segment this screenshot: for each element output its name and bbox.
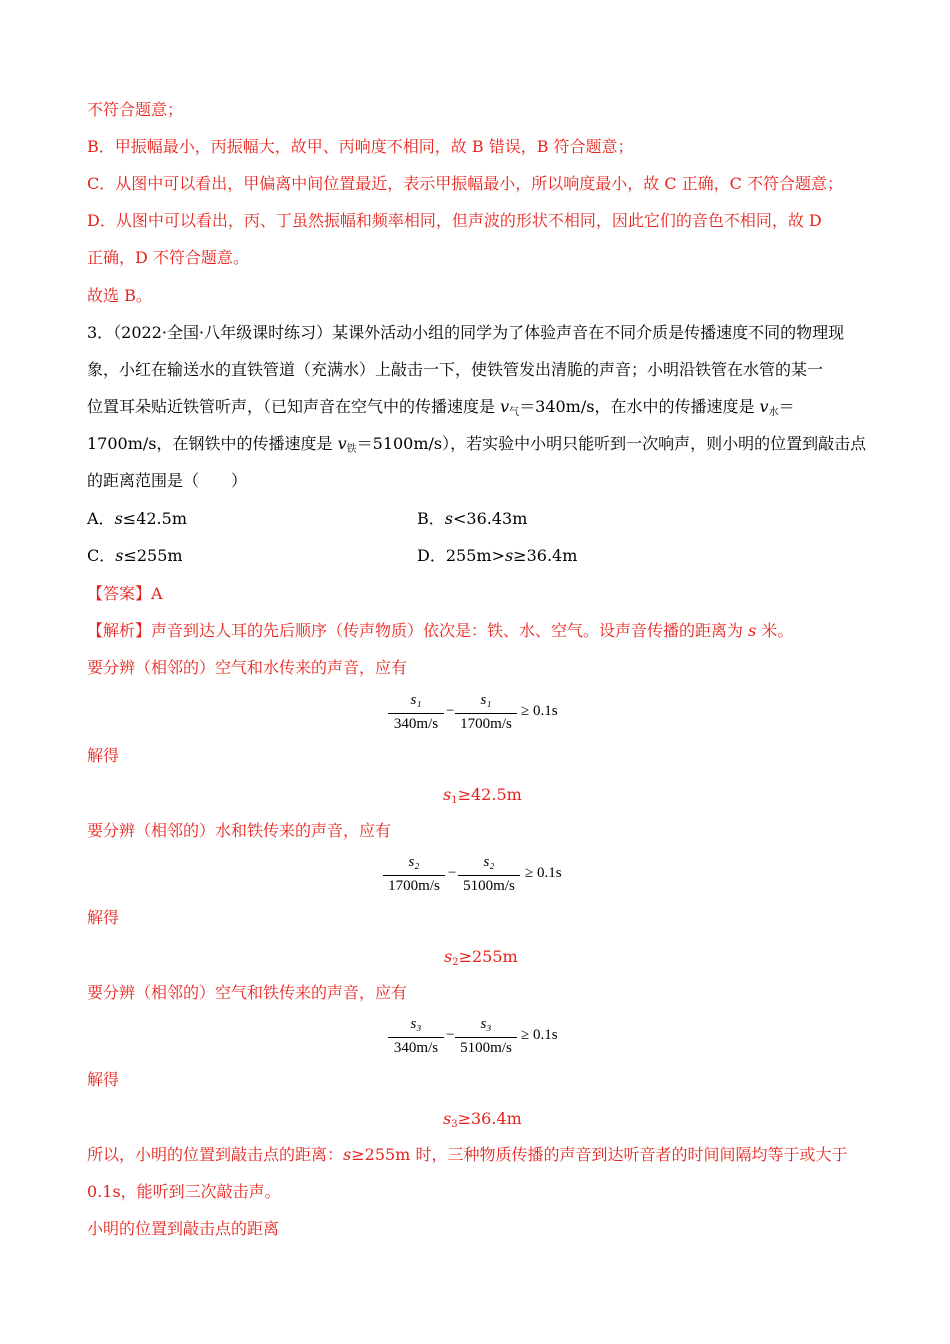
subscript-air: 气 — [509, 407, 520, 418]
option-c — [87, 545, 183, 567]
result-3 — [443, 1108, 522, 1136]
analysis-step-1: 要分辨（相邻的）空气和水传来的声音，应有 — [87, 658, 408, 677]
analysis-step-3: 要分辨（相邻的）空气和铁传来的声音，应有 — [87, 983, 408, 1002]
option-variable: s — [115, 546, 124, 565]
analysis-line-1 — [87, 620, 793, 642]
result-value: ≥255m — [458, 947, 518, 966]
conclusion-line-2: 0.1s，能听到三次敲击声。 — [87, 1182, 281, 1201]
result-2 — [444, 946, 518, 974]
option-variable: s — [444, 509, 453, 528]
fraction-bar — [388, 713, 444, 714]
analysis-step-2: 要分辨（相邻的）水和铁传来的声音，应有 — [87, 821, 392, 840]
option-b — [417, 508, 527, 530]
subscript-water: 水 — [768, 407, 779, 418]
denominator: 5100m/s — [463, 878, 515, 894]
equation-3-fraction-1 — [388, 1016, 444, 1060]
explanation-line-1: 不符合题意； — [87, 100, 184, 119]
option-label: C． — [87, 546, 116, 565]
denominator: 340m/s — [393, 1040, 439, 1056]
analysis-text: 声音到达人耳的先后顺序（传声物质）依次是：铁、水、空气。设声音传播的距离为 — [151, 621, 749, 640]
result-variable: s — [443, 1109, 452, 1128]
subscript-iron: 铁 — [346, 444, 357, 455]
analysis-label: 【解析】 — [87, 621, 152, 640]
answer-line: 【答案】A — [87, 584, 163, 603]
question-text: ＝ — [778, 397, 795, 416]
distance-variable: s — [748, 621, 757, 640]
conclusion-line-3: 小明的位置到敲击点的距离 — [87, 1219, 280, 1238]
explanation-line-2: B．甲振幅最小，丙振幅大，故甲、丙响度不相同，故 B 错误，B 符合题意； — [87, 137, 634, 156]
analysis-text: 米。 — [756, 621, 794, 640]
numerator: s₂ — [483, 854, 495, 870]
question-line-4 — [87, 433, 866, 461]
fraction-bar — [455, 1037, 517, 1038]
question-line-5: 的距离范围是（ ） — [87, 471, 248, 490]
numerator: s₃ — [480, 1016, 492, 1032]
option-variable: s — [504, 546, 514, 565]
option-value: ≤255m — [123, 546, 183, 565]
result-value: ≥36.4m — [457, 1109, 522, 1128]
equation-3-fraction-2 — [455, 1016, 517, 1060]
numerator: s₁ — [480, 692, 492, 708]
velocity-symbol: v — [759, 397, 769, 416]
result-value: ≥42.5m — [457, 785, 522, 804]
option-label: A． — [87, 509, 115, 528]
velocity-symbol: v — [337, 434, 347, 453]
result-subscript: 1 — [451, 795, 458, 806]
velocity-symbol: v — [500, 397, 510, 416]
fraction-bar — [455, 713, 517, 714]
option-label: D．255m> — [417, 546, 505, 565]
result-variable: s — [443, 785, 452, 804]
solve-label-2: 解得 — [87, 908, 120, 927]
numerator: s₂ — [408, 854, 420, 870]
equation-1-fraction-2 — [455, 692, 517, 736]
numerator: s₃ — [410, 1016, 422, 1032]
option-label: B． — [417, 509, 445, 528]
denominator: 1700m/s — [460, 716, 512, 732]
question-text: 1700m/s，在钢铁中的传播速度是 — [87, 434, 338, 453]
fraction-bar — [388, 1037, 444, 1038]
option-value: ≥36.4m — [513, 546, 578, 565]
option-variable: s — [114, 509, 123, 528]
distance-variable: s — [343, 1145, 352, 1164]
denominator: 5100m/s — [460, 1040, 512, 1056]
question-line-2: 象，小红在输送水的直铁管道（充满水）上敲击一下，使铁管发出清脆的声音；小明沿铁管在水管的某一 — [87, 360, 824, 379]
equation-2-fraction-1 — [383, 854, 445, 898]
denominator: 340m/s — [393, 716, 439, 732]
question-text: 位置耳朵贴近铁管听声，（已知声音在空气中的传播速度是 — [87, 397, 501, 416]
denominator: 1700m/s — [388, 878, 440, 894]
solve-label-3: 解得 — [87, 1070, 120, 1089]
question-text: ＝5100m/s），若实验中小明只能听到一次响声，则小明的位置到敲击点 — [356, 434, 867, 453]
result-1 — [443, 784, 522, 812]
conclusion-text: ≥255m 时，三种物质传播的声音到达听音者的时间间隔均等于或大于 — [351, 1145, 848, 1164]
equation-rhs: ≥ 0.1s — [525, 865, 562, 881]
fraction-bar — [383, 875, 445, 876]
minus-sign: − — [446, 1027, 455, 1043]
option-value: <36.43m — [452, 509, 528, 528]
explanation-line-5: 正确，D 不符合题意。 — [87, 248, 249, 267]
fraction-bar — [458, 875, 520, 876]
explanation-line-3: C．从图中可以看出，甲偏离中间位置最近，表示甲振幅最小，所以响度最小，故 C 正确，C 不符合题意； — [87, 174, 843, 193]
conclusion-text: 所以，小明的位置到敲击点的距离： — [87, 1145, 344, 1164]
solve-label-1: 解得 — [87, 746, 120, 765]
question-text: ＝340m/s，在水中的传播速度是 — [519, 397, 760, 416]
equation-1-fraction-1 — [388, 692, 444, 736]
explanation-line-4: D．从图中可以看出，丙、丁虽然振幅和频率相同，但声波的形状不相同，因此它们的音色不相同，故 D — [87, 211, 822, 230]
numerator: s₁ — [410, 692, 422, 708]
result-subscript: 3 — [451, 1119, 458, 1130]
equation-rhs: ≥ 0.1s — [521, 1027, 558, 1043]
minus-sign: − — [446, 703, 455, 719]
minus-sign: − — [448, 865, 457, 881]
option-d — [417, 545, 577, 567]
equation-rhs: ≥ 0.1s — [521, 703, 558, 719]
result-subscript: 2 — [452, 957, 459, 968]
equation-2-fraction-2 — [458, 854, 520, 898]
result-variable: s — [444, 947, 453, 966]
question-line-1: 3．（2022·全国·八年级课时练习）某课外活动小组的同学为了体验声音在不同介质是传播速度不同的物理现 — [87, 323, 845, 342]
conclusion-line: 故选 B。 — [87, 286, 152, 305]
question-line-3 — [87, 396, 795, 424]
conclusion-line-1 — [87, 1144, 847, 1166]
option-value: ≤42.5m — [122, 509, 187, 528]
option-a — [87, 508, 187, 530]
